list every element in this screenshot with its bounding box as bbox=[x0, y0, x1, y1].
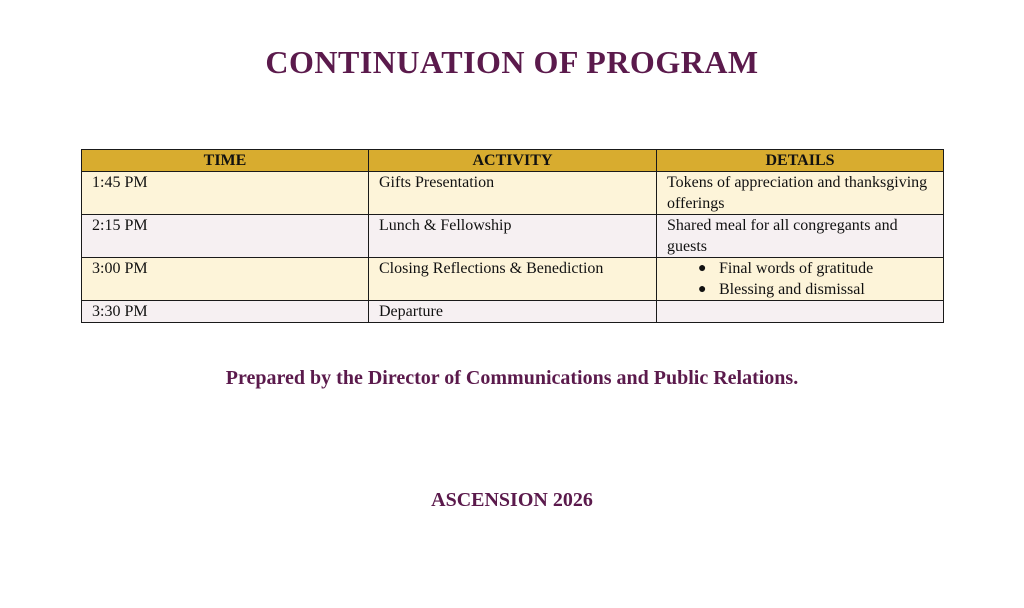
time-cell: 1:45 PM bbox=[82, 172, 369, 215]
activity-cell: Lunch & Fellowship bbox=[369, 215, 657, 258]
details-cell: Tokens of appreciation and thanksgiving offerings bbox=[657, 172, 944, 215]
header-time: TIME bbox=[82, 150, 369, 172]
table-row bbox=[82, 215, 944, 258]
table-header-row bbox=[82, 150, 944, 172]
bullet-text: Blessing and dismissal bbox=[719, 281, 865, 298]
footer-event-name: ASCENSION 2026 bbox=[431, 489, 593, 511]
table-row bbox=[82, 301, 944, 323]
bullet-icon: ● bbox=[698, 282, 707, 297]
header-activity: ACTIVITY bbox=[369, 150, 657, 172]
activity-cell: Closing Reflections & Benediction bbox=[369, 258, 657, 301]
page-title: CONTINUATION OF PROGRAM bbox=[265, 44, 759, 80]
details-cell: Shared meal for all congregants and guests bbox=[657, 215, 944, 258]
details-bullet-item bbox=[667, 279, 933, 300]
table-row bbox=[82, 172, 944, 215]
details-cell bbox=[657, 258, 944, 301]
bullet-text: Final words of gratitude bbox=[719, 260, 874, 277]
details-bullet-list bbox=[667, 258, 933, 300]
header-details: DETAILS bbox=[657, 150, 944, 172]
activity-cell: Departure bbox=[369, 301, 657, 323]
activity-cell: Gifts Presentation bbox=[369, 172, 657, 215]
time-cell: 2:15 PM bbox=[82, 215, 369, 258]
program-table bbox=[81, 149, 944, 323]
prepared-by-note: Prepared by the Director of Communications and Public Relations. bbox=[225, 367, 799, 389]
time-cell: 3:30 PM bbox=[82, 301, 369, 323]
details-cell bbox=[657, 301, 944, 323]
details-bullet-item bbox=[667, 258, 933, 279]
table-row bbox=[82, 258, 944, 301]
time-cell: 3:00 PM bbox=[82, 258, 369, 301]
bullet-icon: ● bbox=[698, 261, 707, 276]
